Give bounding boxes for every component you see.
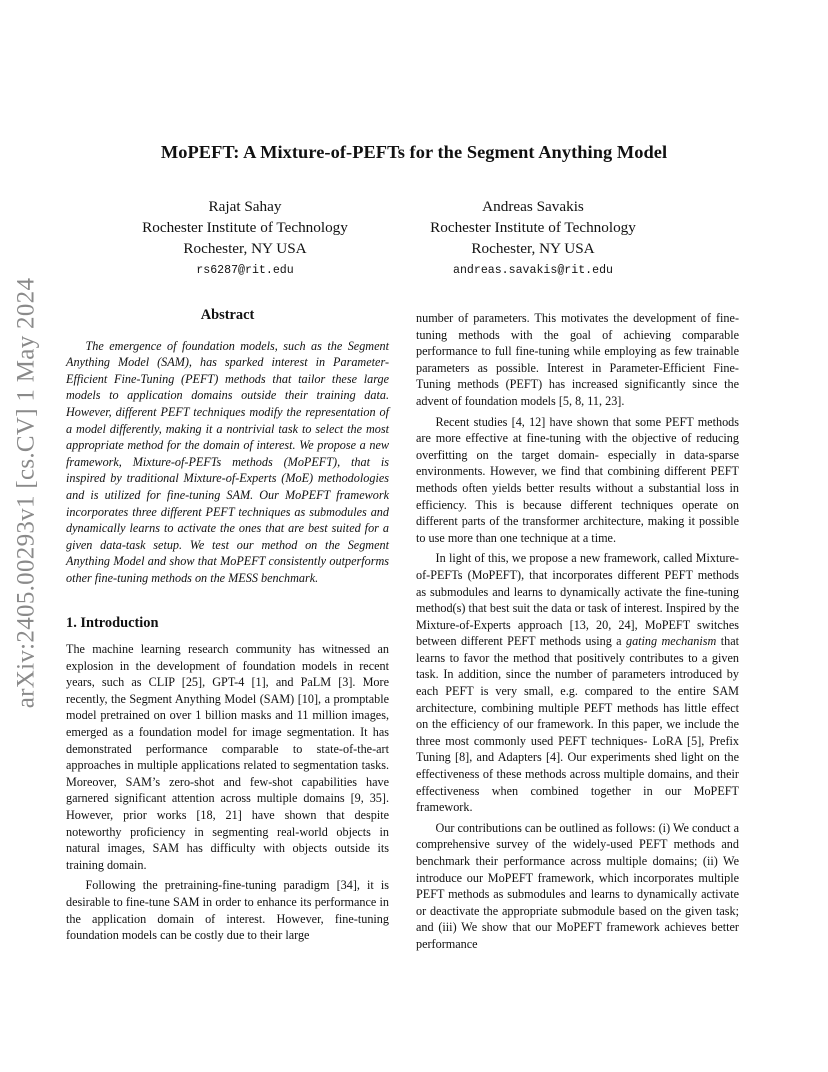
right-paragraph-1: number of parameters. This motivates the development of fine-tuning methods with the goal of achieving comparable performance to full fine-tuning while employing as few trainable parameters as possible. Interest in Parameter-Efficient Fine-Tuning methods (PEFT) has increased significantly since the advent of foundation models [5, 8, 11, 23]. <box>416 311 739 408</box>
intro-paragraph-1: The machine learning research community has witnessed an explosion in the development of foundation models in recent years, such as CLIP [25], GPT-4 [1], and PaLM [3]. More recently, the Segment Anything Model (SAM) [10], a promptable model pretrained on over 1 billion masks and 11 million images, emerged as a foundation model for image segmentation. It has demonstrated performance comparable to state-of-the-art approaches in multiple applications related to segmentation tasks. Moreover, SAM’s zero-shot and few-shot capabilities have garnered significant attention across multiple domains [9, 35]. However, prior works [18, 21] have shown that despite noteworthy proficiency in segmenting real-world objects in natural images, SAM has difficulty with objects outside its training domain. <box>66 642 389 872</box>
author-email: rs6287@rit.edu <box>196 264 294 277</box>
right-paragraph-2: Recent studies [4, 12] have shown that some PEFT methods are more effective at fine-tuning with the objective of reducing overfitting on the target domain- especially in data-sparse environments. However, we find that combining different PEFT methods often yields better results without a substantial loss in efficiency. This is because different techniques operate on different parts of the transformer architecture, making it possible to use more than one technique at a time. <box>416 414 739 545</box>
right-paragraph-4: Our contributions can be outlined as follows: (i) We conduct a comprehensive survey of the widely-used PEFT methods and benchmark their performance across multiple domains; (ii) We introduce our MoPEFT framework, which incorporates multiple PEFT methods as submodules and learns to dynamically activate or deactivate the appropriate submodule based on the given task; and (iii) We show that our MoPEFT framework achieves better performance <box>416 820 739 951</box>
abstract-text: The emergence of foundation models, such as the Segment Anything Model (SAM), has sparked interest in Parameter-Efficient Fine-Tuning (PEFT) methods that tailor these large models to application domains outside their training data. However, different PEFT techniques modify the representation of a model differently, making it a nontrivial task to select the most appropriate method for the domain of interest. We propose a new framework, Mixture-of-PEFTs methods (MoPEFT), that is inspired by traditional Mixture-of-Experts (MoE) methodologies and is utilized for fine-tuning SAM. Our MoPEFT framework incorporates three different PEFT techniques as submodules and dynamically learns to activate the ones that are best suited for a given data-task setup. We test our method on the Segment Anything Model and show that MoPEFT consistently outperforms other fine-tuning methods on the MESS benchmark. <box>66 338 389 585</box>
author-name: Andreas Savakis <box>482 198 584 215</box>
author-block-1 <box>105 196 385 279</box>
author-location: Rochester, NY USA <box>471 240 595 257</box>
left-column <box>66 300 389 948</box>
author-name: Rajat Sahay <box>208 198 282 215</box>
abstract-heading: Abstract <box>200 307 255 323</box>
author-block-2 <box>393 196 673 279</box>
right-column <box>416 310 739 957</box>
paper-title: MoPEFT: A Mixture-of-PEFTs for the Segment Anything Model <box>160 142 668 162</box>
right-paragraph-3-part-a: In light of this, we propose a new framework, called Mixture-of-PEFTs (MoPEFT), that incorporates different PEFT methods as submodules and learns to dynamically activate the fine-tuning method(s) that best suit the data or task of interest. Inspired by the Mixture-of-Experts approach [13, 20, 24], MoPEFT switches between different PEFT methods using a <box>416 551 739 649</box>
author-affiliation: Rochester Institute of Technology <box>142 219 348 236</box>
author-location: Rochester, NY USA <box>183 240 307 257</box>
author-email: andreas.savakis@rit.edu <box>452 264 614 277</box>
arxiv-stamp-text: arXiv:2405.00293v1 [cs.CV] 1 May 2024 <box>12 277 39 708</box>
arxiv-stamp <box>6 277 46 708</box>
intro-paragraph-2: Following the pretraining-fine-tuning paradigm [34], it is desirable to fine-tune SAM in order to enhance its performance in the application domain of interest. However, fine-tuning foundation models can be costly due to their large <box>66 878 389 943</box>
section-heading-introduction: 1. Introduction <box>66 614 159 631</box>
right-paragraph-3 <box>416 550 739 816</box>
author-affiliation: Rochester Institute of Technology <box>430 219 636 236</box>
right-paragraph-3-part-b: that learns to favor the method that positively contributes to a given task. In addition, since the number of parameters introduced by each PEFT is very small, e.g. compared to the entire SAM architecture, combining multiple PEFT methods has little effect on the efficiency of our framework. In this paper, we include the three most commonly used PEFT techniques- LoRA [5], Prefix Tuning [8], and Adapters [4]. Our experiments shed light on the effectiveness of these methods across multiple domains, and their effectiveness when combined together in our MoPEFT framework. <box>416 634 739 815</box>
gating-mechanism-emphasis: gating mechanism <box>625 634 717 649</box>
